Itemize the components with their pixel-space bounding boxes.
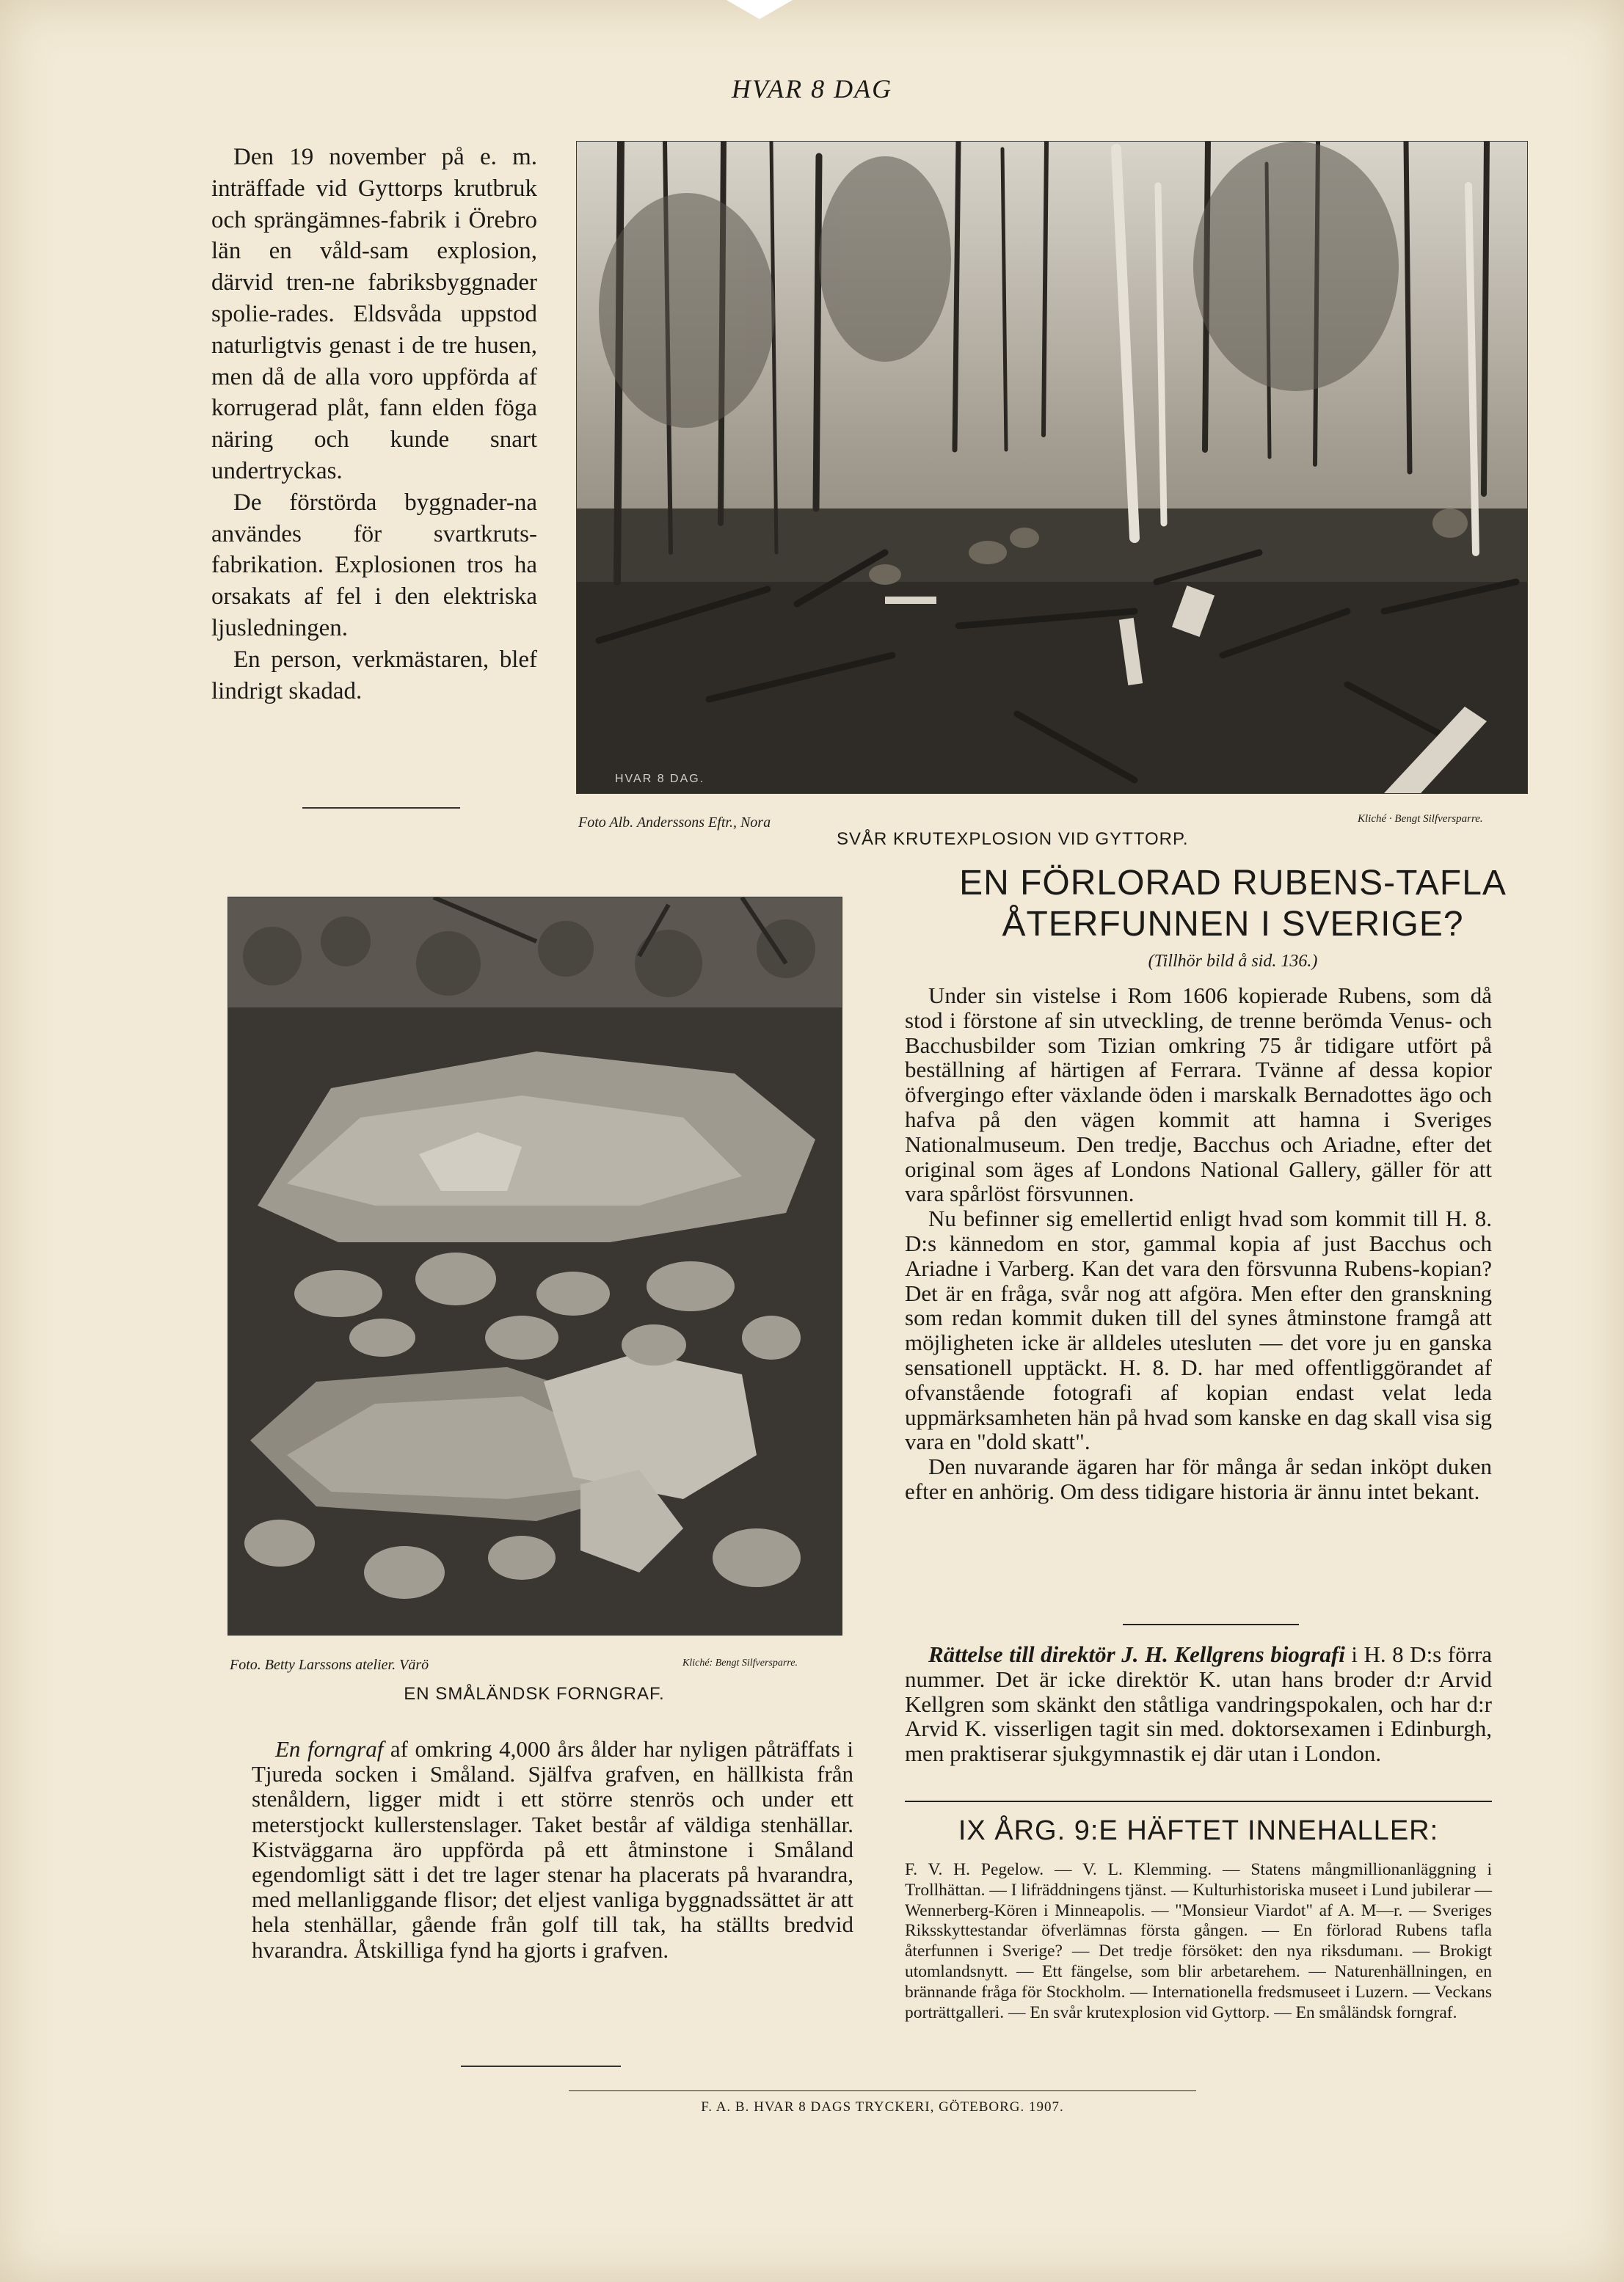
rubens-end-rule — [1123, 1624, 1299, 1625]
rubens-subline: (Tillhör bild å sid. 136.) — [1148, 952, 1318, 971]
rubens-headline-line-1: EN FÖRLORAD RUBENS-TAFLA — [959, 864, 1507, 903]
rattelse-paragraph — [905, 1642, 1492, 1766]
rubens-paragraph-3: Den nuvarande ägaren har för många år sedan inköpt duken efter en anhörig. Om dess tidigare historia är ännu intet bekant. — [905, 1454, 1492, 1504]
contents-box — [905, 1860, 1492, 2023]
contents-heading: IX ÅRG. 9:E HÄFTET INNEHALLER: — [958, 1815, 1439, 1846]
forngraf-cliche-credit: Kliché: Bengt Silfversparre. — [682, 1658, 798, 1669]
forngraf-article — [252, 1737, 853, 1963]
forest-debris-illustration — [577, 142, 1527, 793]
explosion-photo — [576, 141, 1528, 794]
forngraf-end-rule — [461, 2066, 621, 2067]
stone-grave-illustration — [228, 897, 842, 1635]
explosion-cliche-credit: Kliché · Bengt Silfversparre. — [1358, 813, 1483, 825]
rubens-paragraph-1: Under sin vistelse i Rom 1606 kopierade Rubens, som då stod i förstone af sin utveckling, de trenne berömda Venus- och Bacchusbilder som Tizian omkring 75 år tidigare utfört på beställning af härtigen af Ferrara. Tvänne af dessa kopior öfvergingo efter växlande öden i marskalk Bernadottes ägo och hafva på den vägen kommit att hamna i Sveriges Nationalmuseum. Den tredje, Bacchus och Ariadne, efter det original som äges af Londons National Gallery, gäller för att vara spårlöst försvunnen. — [905, 983, 1492, 1207]
page-notch — [727, 0, 793, 19]
rubens-paragraph-2: Nu befinner sig emellertid enligt hvad som kommit till H. 8. D:s kännedom en stor, gammal kopia af just Bacchus och Ariadne i Varberg. Kan det vara den försvunna Rubens-kopian? Det är en fråga, svår nog att afgöra. Men efter den granskning som redan kommit duken till del synes åtminstone framgå att möjligheten icke är alldeles utesluten — det vore ju en ganska sensationell upptäckt. H. 8. D. har med offentliggörandet af ofvanstående fotografi af kopian endast velat leda uppmärksamheten hän på hvad som kanske en dag skall visa sig vara en "dold skatt". — [905, 1206, 1492, 1455]
forngraf-photo-caption: EN SMÅLÄNDSK FORNGRAF. — [404, 1684, 665, 1704]
printer-footer: F. A. B. HVAR 8 DAGS TRYCKERI, GÖTEBORG. 1907. — [701, 2099, 1064, 2115]
left-column — [211, 142, 537, 707]
explosion-paragraph-2: De förstörda byggnader-na användes för svartkruts-fabrikation. Explosionen tros ha orsakats af fel i den elektriska ljusledningen. — [211, 489, 537, 641]
forngraf-text: af omkring 4,000 års ålder har nyligen påträffats i Tjureda socken i Småland. Själfva grafven, en hällkista från stenåldern, ligger midt i ett större stenrös och under ett meterstjockt kullerstenslager. Taket består af väldiga stenhällar. Kistväggarna äro uppförda på ett åtminstone i Småland egendomligt sätt i det tre lager stenar ha placerats på hvarandra, med mellanliggande flisor; det eljest vanliga byggnadssättet är att hela stenhällar, gående från golf till tak, ha ställts bredvid hvarandra. Åtskilliga fynd ha gjorts i grafven. — [252, 1736, 854, 1963]
left-column-rule — [302, 807, 460, 809]
forngraf-photo — [227, 897, 842, 1636]
explosion-paragraph-3: En person, verkmästaren, blef lindrigt skadad. — [211, 646, 537, 704]
forngraf-paragraph — [252, 1737, 853, 1963]
explosion-paragraph-1: Den 19 november på e. m. inträffade vid Gyttorps krutbruk och sprängämnes-fabrik i Örebro län en våld-sam explosion, därvid tren-ne fabriksbyggnader spolie-rades. Eldsvåda uppstod naturligtvis genast i de tre husen, men då de alla voro uppförda af korrugerad plåt, fann elden föga näring och kunde snart undertryckas. — [211, 144, 537, 484]
explosion-photo-credit: Foto Alb. Anderssons Eftr., Nora — [578, 814, 771, 831]
rattelse-notice — [905, 1642, 1492, 1766]
explosion-photo-caption: SVÅR KRUTEXPLOSION VID GYTTORP. — [837, 829, 1189, 849]
rubens-article-body — [905, 983, 1492, 1504]
contents-list: F. V. H. Pegelow. — V. L. Klemming. — Statens mångmillionanläggning i Trollhättan. — I lifräddningens tjänst. — Kulturhistoriska museet i Lund jubilerar — Wennerberg-Kören i Minneapolis. — "Monsieur Viardot" af A. M—r. — Sveriges Riksskyttestandar öfverlämnas första gången. — En förlorad Rubens tafla återfunnen i Sverige? — Det tredje försöket: den nya riksdumanı. — Brokigt utomlandsnytt. — Ett fängelse, som blir arbetarehem. — Naturenhällningen, en brännande fråga för Stockholm. — Internationella fredsmuseet i Luzern. — Veckans porträttgalleri. — En svår krutexplosion vid Gyttorp. — En småländsk forngraf. — [905, 1860, 1492, 2022]
contents-top-rule — [905, 1801, 1492, 1802]
forngraf-lead: En forngraf — [275, 1736, 384, 1762]
rubens-headline — [903, 863, 1563, 945]
running-header: HVAR 8 DAG — [731, 74, 893, 103]
rattelse-text: i H. 8 D:s förra nummer. Det är icke direktör K. utan hans broder d:r Arvid Kellgren som skänkt den ståtliga vandringspokalen, och har d:r Arvid K. visserligen tagit sin med. doktorsexamen i Edinburgh, men praktiserar sjukgymnastik ej där utan i London. — [905, 1641, 1492, 1767]
photo-stamp: HVAR 8 DAG. — [615, 773, 705, 785]
footer-rule — [569, 2090, 1196, 2091]
rubens-headline-line-2: ÅTERFUNNEN I SVERIGE? — [1002, 905, 1464, 944]
forngraf-photo-credit: Foto. Betty Larssons atelier. Värö — [230, 1657, 429, 1673]
rattelse-title: Rättelse till direktör J. H. Kellgrens biografi — [928, 1641, 1345, 1667]
